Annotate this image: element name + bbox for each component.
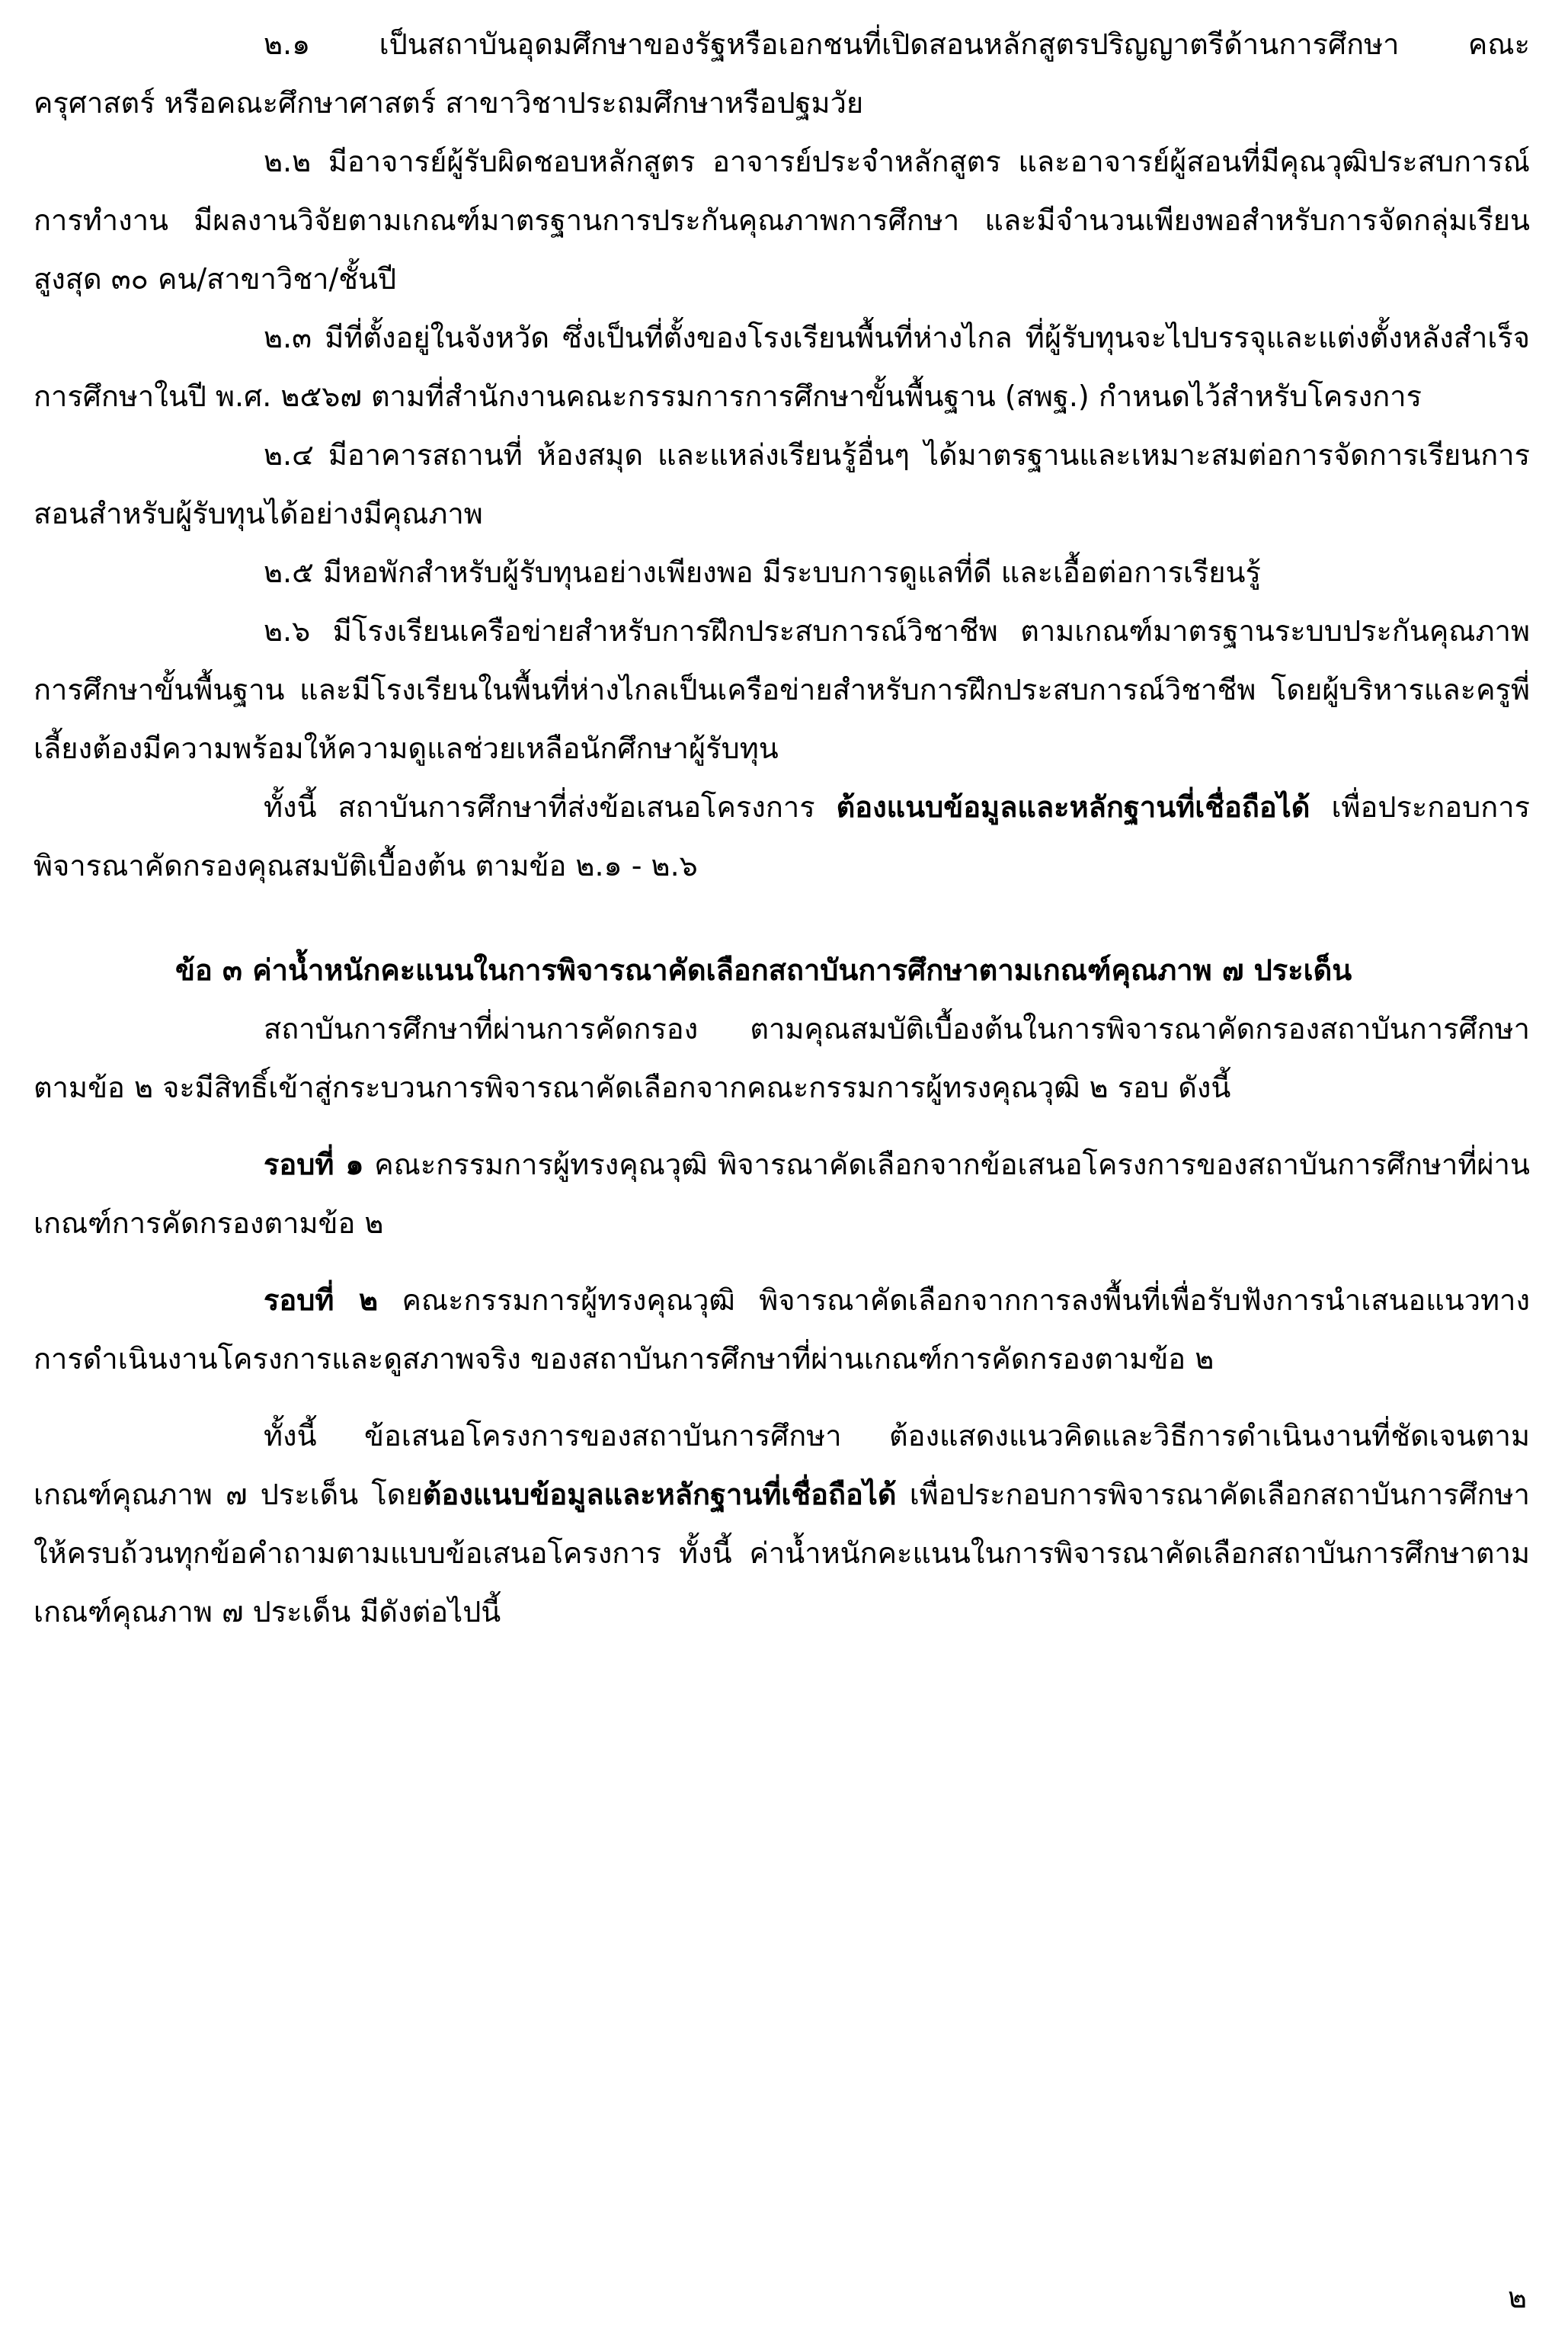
note2-pre-text: ทั้งนี้ ข้อเสนอโครงการของสถาบันการศึกษา ต้องแสดงแนวคิดและวิธีการดำเนินงานที่ชัดเจนตามเกณฑ์คุณภาพ ๗ ประเด็น โดย (34, 1419, 1530, 1511)
note2-bold-text: ต้องแนบข้อมูลและหลักฐานที่เชื่อถือได้ (422, 1478, 897, 1511)
item-2-5: ๒.๕ มีหอพักสำหรับผู้รับทุนอย่างเพียงพอ มีระบบการดูแลที่ดี และเอื้อต่อการเรียนรู้ (264, 556, 1261, 589)
spacer (34, 1117, 1530, 1135)
round-1-label: รอบที่ ๑ (264, 1148, 364, 1181)
note-evidence-selection (34, 1407, 1530, 1642)
round-1-text: คณะกรรมการผู้ทรงคุณวุฒิ พิจารณาคัดเลือกจากข้อเสนอโครงการของสถาบันการศึกษาที่ผ่านเกณฑ์การคัดกรองตามข้อ ๒ (34, 1148, 1530, 1240)
item-2-6: ๒.๖ มีโรงเรียนเครือข่ายสำหรับการฝึกประสบการณ์วิชาชีพ ตามเกณฑ์มาตรฐานระบบประกันคุณภาพการศึกษาขั้นพื้นฐาน และมีโรงเรียนในพื้นที่ห่างไกลเป็นเครือข่ายสำหรับการฝึกประสบการณ์วิชาชีพ โดยผู้บริหารและครูพี่เลี้ยงต้องมีความพร้อมให้ความดูแลช่วยเหลือนักศึกษาผู้รับทุน (34, 614, 1530, 765)
round-2-paragraph (34, 1271, 1530, 1388)
item-2-3: ๒.๓ มีที่ตั้งอยู่ในจังหวัด ซึ่งเป็นที่ตั้งของโรงเรียนพื้นที่ห่างไกล ที่ผู้รับทุนจะไปบรรจุและแต่งตั้งหลังสำเร็จการศึกษาในปี พ.ศ. ๒๕๖๗ ตามที่สำนักงานคณะกรรมการการศึกษาขั้นพื้นฐาน (สพฐ.) กำหนดไว้สำหรับโครงการ (34, 321, 1530, 413)
note-post-text: เพื่อประกอบการพิจารณาคัดกรองคุณสมบัติเบื้องต้น ตามข้อ ๒.๑ - ๒.๖ (34, 790, 1530, 882)
round-2-text: คณะกรรมการผู้ทรงคุณวุฒิ พิจารณาคัดเลือกจากการลงพื้นที่เพื่อรับฟังการนำเสนอแนวทางการดำเนินงานโครงการและดูสภาพจริง ของสถาบันการศึกษาที่ผ่านเกณฑ์การคัดกรองตามข้อ ๒ (34, 1283, 1530, 1376)
note-bold-text: ต้องแนบข้อมูลและหลักฐานที่เชื่อถือได้ (836, 790, 1310, 824)
spacer (34, 895, 1530, 941)
note-pre-text: ทั้งนี้ สถาบันการศึกษาที่ส่งข้อเสนอโครงการ (264, 790, 837, 824)
round-1-paragraph (34, 1135, 1530, 1253)
document-page (34, 15, 1530, 1642)
note2-post-text: เพื่อประกอบการพิจารณาคัดเลือกสถาบันการศึกษา ให้ครบถ้วนทุกข้อคำถามตามแบบข้อเสนอโครงการ ทั้งนี้ ค่าน้ำหนักคะแนนในการพิจารณาคัดเลือกสถาบันการศึกษาตามเกณฑ์คุณภาพ ๗ ประเด็น มีดังต่อไปนี้ (34, 1478, 1530, 1629)
item-2-1: ๒.๑ เป็นสถาบันอุดมศึกษาของรัฐหรือเอกชนที่เปิดสอนหลักสูตรปริญญาตรีด้านการศึกษา คณะครุศาสตร์ หรือคณะศึกษาศาสตร์ สาขาวิชาประถมศึกษาหรือปฐมวัย (34, 27, 1530, 120)
round-2-label: รอบที่ ๒ (264, 1283, 379, 1317)
item-2-2: ๒.๒ มีอาจารย์ผู้รับผิดชอบหลักสูตร อาจารย์ประจำหลักสูตร และอาจารย์ผู้สอนที่มีคุณวุฒิประสบการณ์การทำงาน มีผลงานวิจัยตามเกณฑ์มาตรฐานการประกันคุณภาพการศึกษา และมีจำนวนเพียงพอสำหรับการจัดกลุ่มเรียนสูงสุด ๓๐ คน/สาขาวิชา/ชั้นปี (34, 145, 1530, 296)
spacer (34, 1253, 1530, 1271)
item-2-4: ๒.๔ มีอาคารสถานที่ ห้องสมุด และแหล่งเรียนรู้อื่นๆ ได้มาตรฐานและเหมาะสมต่อการจัดการเรียนการสอนสำหรับผู้รับทุนได้อย่างมีคุณภาพ (34, 438, 1530, 530)
note-evidence-screening (34, 778, 1530, 895)
section-3-heading: ข้อ ๓ ค่าน้ำหนักคะแนนในการพิจารณาคัดเลือกสถาบันการศึกษาตามเกณฑ์คุณภาพ ๗ ประเด็น (175, 953, 1352, 987)
page-number: ๒ (1507, 2281, 1527, 2314)
spacer (34, 1388, 1530, 1407)
section-3-intro: สถาบันการศึกษาที่ผ่านการคัดกรอง ตามคุณสมบัติเบื้องต้นในการพิจารณาคัดกรองสถาบันการศึกษาตามข้อ ๒ จะมีสิทธิ์เข้าสู่กระบวนการพิจารณาคัดเลือกจากคณะกรรมการผู้ทรงคุณวุฒิ ๒ รอบ ดังนี้ (34, 1012, 1530, 1104)
